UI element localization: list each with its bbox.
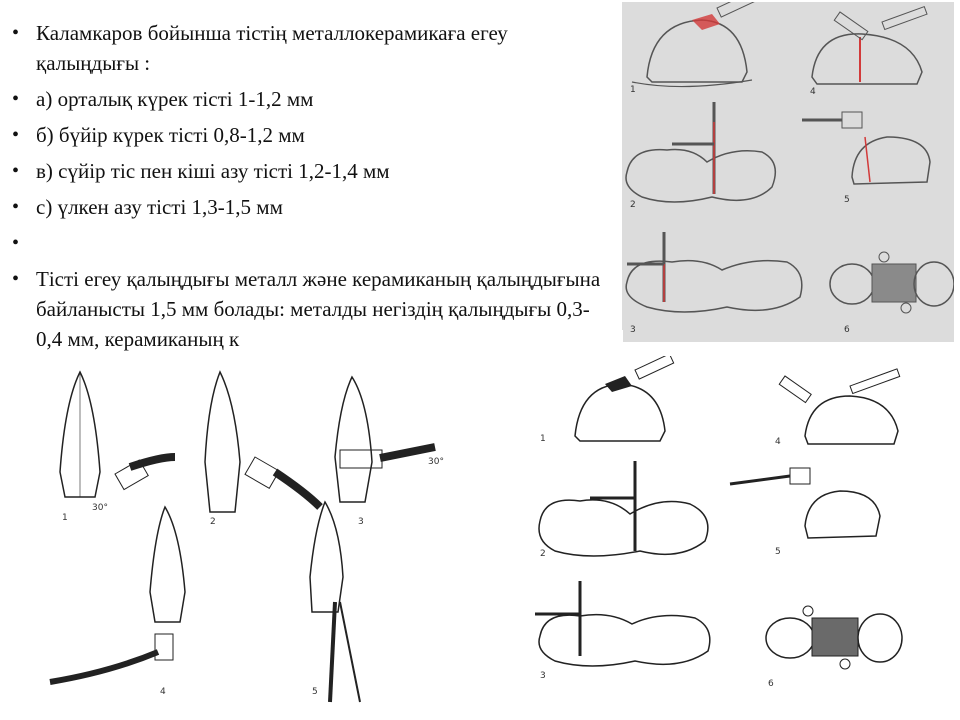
panel-label: 2: [630, 200, 636, 210]
angle-label: 30°: [428, 457, 444, 467]
drawing-5: [310, 502, 360, 702]
tooth-preparation-photo-figure: [622, 2, 954, 342]
bullet-item-thickness: • Тісті егеу қалыңдығы металл және керамиканың қалыңдығына байланысты 1,5 мм болады: металды негіздің қалыңдығы 0,3-0,4 мм, керамиканың к: [10, 264, 610, 354]
drawing-1: [60, 372, 175, 497]
drawing-3: [335, 377, 435, 502]
bullet-item-a: • а) орталық күрек тісті 1-1,2 мм: [10, 84, 610, 114]
panel-label: 2: [210, 517, 216, 527]
panel-label: 4: [160, 687, 166, 697]
panel-label: 3: [358, 517, 364, 527]
incisor-preparation-drawings: [40, 362, 470, 712]
bullet-item-b: • б) бүйір күрек тісті 0,8-1,2 мм: [10, 120, 610, 150]
tooth-preparation-line-figure: [520, 356, 956, 716]
bullet-item-title: • Каламкаров бойынша тістің металлокерамикаға егеу қалыңдығы :: [10, 18, 610, 78]
panel-label: 5: [844, 195, 850, 205]
line-panel-6: [766, 606, 902, 669]
drawing-2: [205, 372, 320, 512]
angle-label: 30°: [92, 503, 108, 513]
line-panel-1: [575, 356, 674, 441]
panel-label: 5: [775, 547, 781, 557]
line-panel-2: [539, 461, 708, 556]
bullet-item-empty: [10, 228, 610, 258]
drawing-4: [50, 507, 185, 682]
panel-label: 1: [62, 513, 68, 523]
panel-label: 1: [630, 85, 636, 95]
panel-label: 1: [540, 434, 546, 444]
panel-label: 3: [540, 671, 546, 681]
line-panel-3: [535, 581, 710, 666]
panel-label: 6: [844, 325, 850, 335]
line-panel-4: [779, 369, 899, 444]
bullet-item-v: • в) сүйір тіс пен кіші азу тісті 1,2-1,4 мм: [10, 156, 610, 186]
bullet-list: [10, 18, 610, 360]
panel-label: 2: [540, 549, 546, 559]
panel-label: 6: [768, 679, 774, 689]
bullet-item-s: • с) үлкен азу тісті 1,3-1,5 мм: [10, 192, 610, 222]
line-panel-5: [730, 468, 880, 538]
panel-label: 5: [312, 687, 318, 697]
panel-label: 4: [810, 87, 816, 97]
panel-label: 4: [775, 437, 781, 447]
panel-label: 3: [630, 325, 636, 335]
